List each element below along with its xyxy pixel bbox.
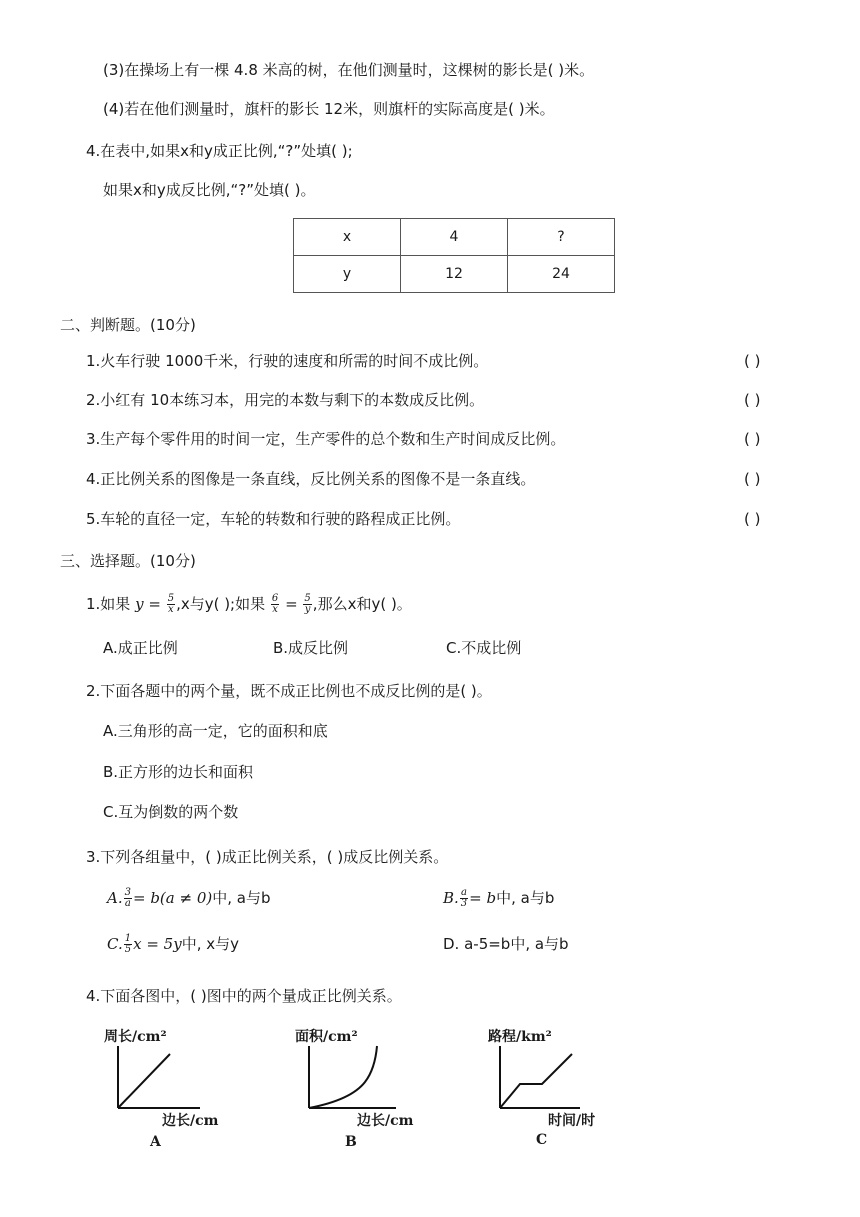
- expression: = b: [469, 889, 497, 907]
- choice-option[interactable]: B.正方形的边长和面积: [103, 763, 254, 781]
- graph-letter: C: [536, 1132, 548, 1148]
- choice-option-a[interactable]: [107, 888, 270, 909]
- graph-curve: [309, 1046, 377, 1108]
- answer-bracket[interactable]: ( ): [744, 510, 761, 528]
- option-label: C.: [107, 935, 123, 953]
- graph-line: [500, 1054, 572, 1108]
- option-tail: 中, x与y: [181, 935, 239, 953]
- option-label: B.: [443, 889, 459, 907]
- graph-y-label: 面积/cm²: [295, 1029, 358, 1045]
- question-3-4: (4)若在他们测量时，旗杆的影长 12米，则旗杆的实际高度是( )米。: [103, 100, 555, 118]
- choice-q3-stem: 3.下列各组量中，( )成正比例关系，( )成反比例关系。: [86, 848, 449, 866]
- graph-x-label: 边长/cm: [162, 1113, 219, 1129]
- graph-b-plot: [291, 1024, 441, 1124]
- fraction: $\frac{1}{5}$: [124, 933, 132, 955]
- graph-c[interactable]: [480, 1022, 620, 1154]
- answer-bracket[interactable]: ( ): [744, 352, 761, 370]
- choice-option-d[interactable]: D. a-5=b中, a与b: [443, 935, 569, 953]
- choice-q4-stem: 4.下面各图中，( )图中的两个量成正比例关系。: [86, 987, 402, 1005]
- q1-suffix: ,那么x和y( )。: [312, 595, 412, 613]
- q1-mid: ,x与y( );如果: [176, 595, 266, 613]
- xy-table: [293, 218, 615, 293]
- question-4-line2: 如果x和y成反比例,“?”处填( )。: [103, 181, 316, 199]
- question-3-3: (3)在操场上有一棵 4.8 米高的树，在他们测量时，这棵树的影长是( )米。: [103, 61, 595, 79]
- table-cell: ?: [508, 219, 615, 256]
- choice-option-b[interactable]: [443, 888, 554, 909]
- answer-bracket[interactable]: ( ): [744, 391, 761, 409]
- option-tail: 中, a与b: [496, 889, 555, 907]
- q1-eq: =: [285, 595, 298, 613]
- choice-option[interactable]: A.三角形的高一定，它的面积和底: [103, 722, 328, 740]
- table-cell: 4: [401, 219, 508, 256]
- table-row: [294, 256, 615, 293]
- fraction: $\frac{5}{x}$: [167, 593, 175, 615]
- fraction: $\frac{a}{3}$: [460, 887, 468, 909]
- graph-x-label: 边长/cm: [357, 1113, 414, 1129]
- judge-item: 2.小红有 10本练习本，用完的本数与剩下的本数成反比例。: [86, 391, 485, 409]
- graph-letter: A: [150, 1134, 161, 1150]
- judge-item: 4.正比例关系的图像是一条直线，反比例关系的图像不是一条直线。: [86, 470, 536, 488]
- choice-option[interactable]: A.成正比例: [103, 639, 178, 657]
- answer-bracket[interactable]: ( ): [744, 470, 761, 488]
- expression: x = 5y: [133, 935, 182, 953]
- choice-q1-stem: [86, 594, 412, 615]
- fraction: $\frac{6}{x}$: [271, 593, 279, 615]
- graph-letter: B: [345, 1134, 357, 1150]
- choice-option-c[interactable]: [107, 934, 239, 955]
- graph-y-label: 周长/cm²: [104, 1029, 167, 1045]
- fraction: $\frac{3}{a}$: [124, 887, 131, 909]
- q1-y-eq: y =: [135, 595, 161, 613]
- graph-y-label: 路程/km²: [488, 1029, 552, 1045]
- table-cell: y: [294, 256, 401, 293]
- section-heading-choice: 三、选择题。(10分): [60, 552, 196, 570]
- section-heading-judge: 二、判断题。(10分): [60, 316, 196, 334]
- expression: = b(a ≠ 0): [132, 889, 213, 907]
- judge-item: 3.生产每个零件用的时间一定，生产零件的总个数和生产时间成反比例。: [86, 430, 566, 448]
- choice-option[interactable]: C.互为倒数的两个数: [103, 803, 239, 821]
- q1-prefix: 1.如果: [86, 595, 131, 613]
- answer-bracket[interactable]: ( ): [744, 430, 761, 448]
- option-label: A.: [107, 889, 123, 907]
- choice-option[interactable]: B.成反比例: [273, 639, 349, 657]
- judge-item: 1.火车行驶 1000千米，行驶的速度和所需的时间不成比例。: [86, 352, 489, 370]
- graph-a[interactable]: [100, 1024, 240, 1154]
- choice-q2-stem: 2.下面各题中的两个量，既不成正比例也不成反比例的是( )。: [86, 682, 492, 700]
- table-cell: x: [294, 219, 401, 256]
- judge-item: 5.车轮的直径一定，车轮的转数和行驶的路程成正比例。: [86, 510, 461, 528]
- graph-c-plot: [480, 1022, 620, 1122]
- table-cell: 12: [401, 256, 508, 293]
- choice-option[interactable]: C.不成比例: [446, 639, 522, 657]
- graph-a-plot: [100, 1024, 240, 1124]
- fraction: $\frac{5}{y}$: [304, 593, 311, 615]
- table-row: [294, 219, 615, 256]
- question-4-line1: 4.在表中,如果x和y成正比例,“?”处填( );: [86, 142, 353, 160]
- graph-b[interactable]: [291, 1024, 441, 1154]
- table-cell: 24: [508, 256, 615, 293]
- graph-x-label: 时间/时: [548, 1113, 596, 1129]
- option-tail: 中, a与b: [212, 889, 271, 907]
- graph-line: [118, 1054, 170, 1108]
